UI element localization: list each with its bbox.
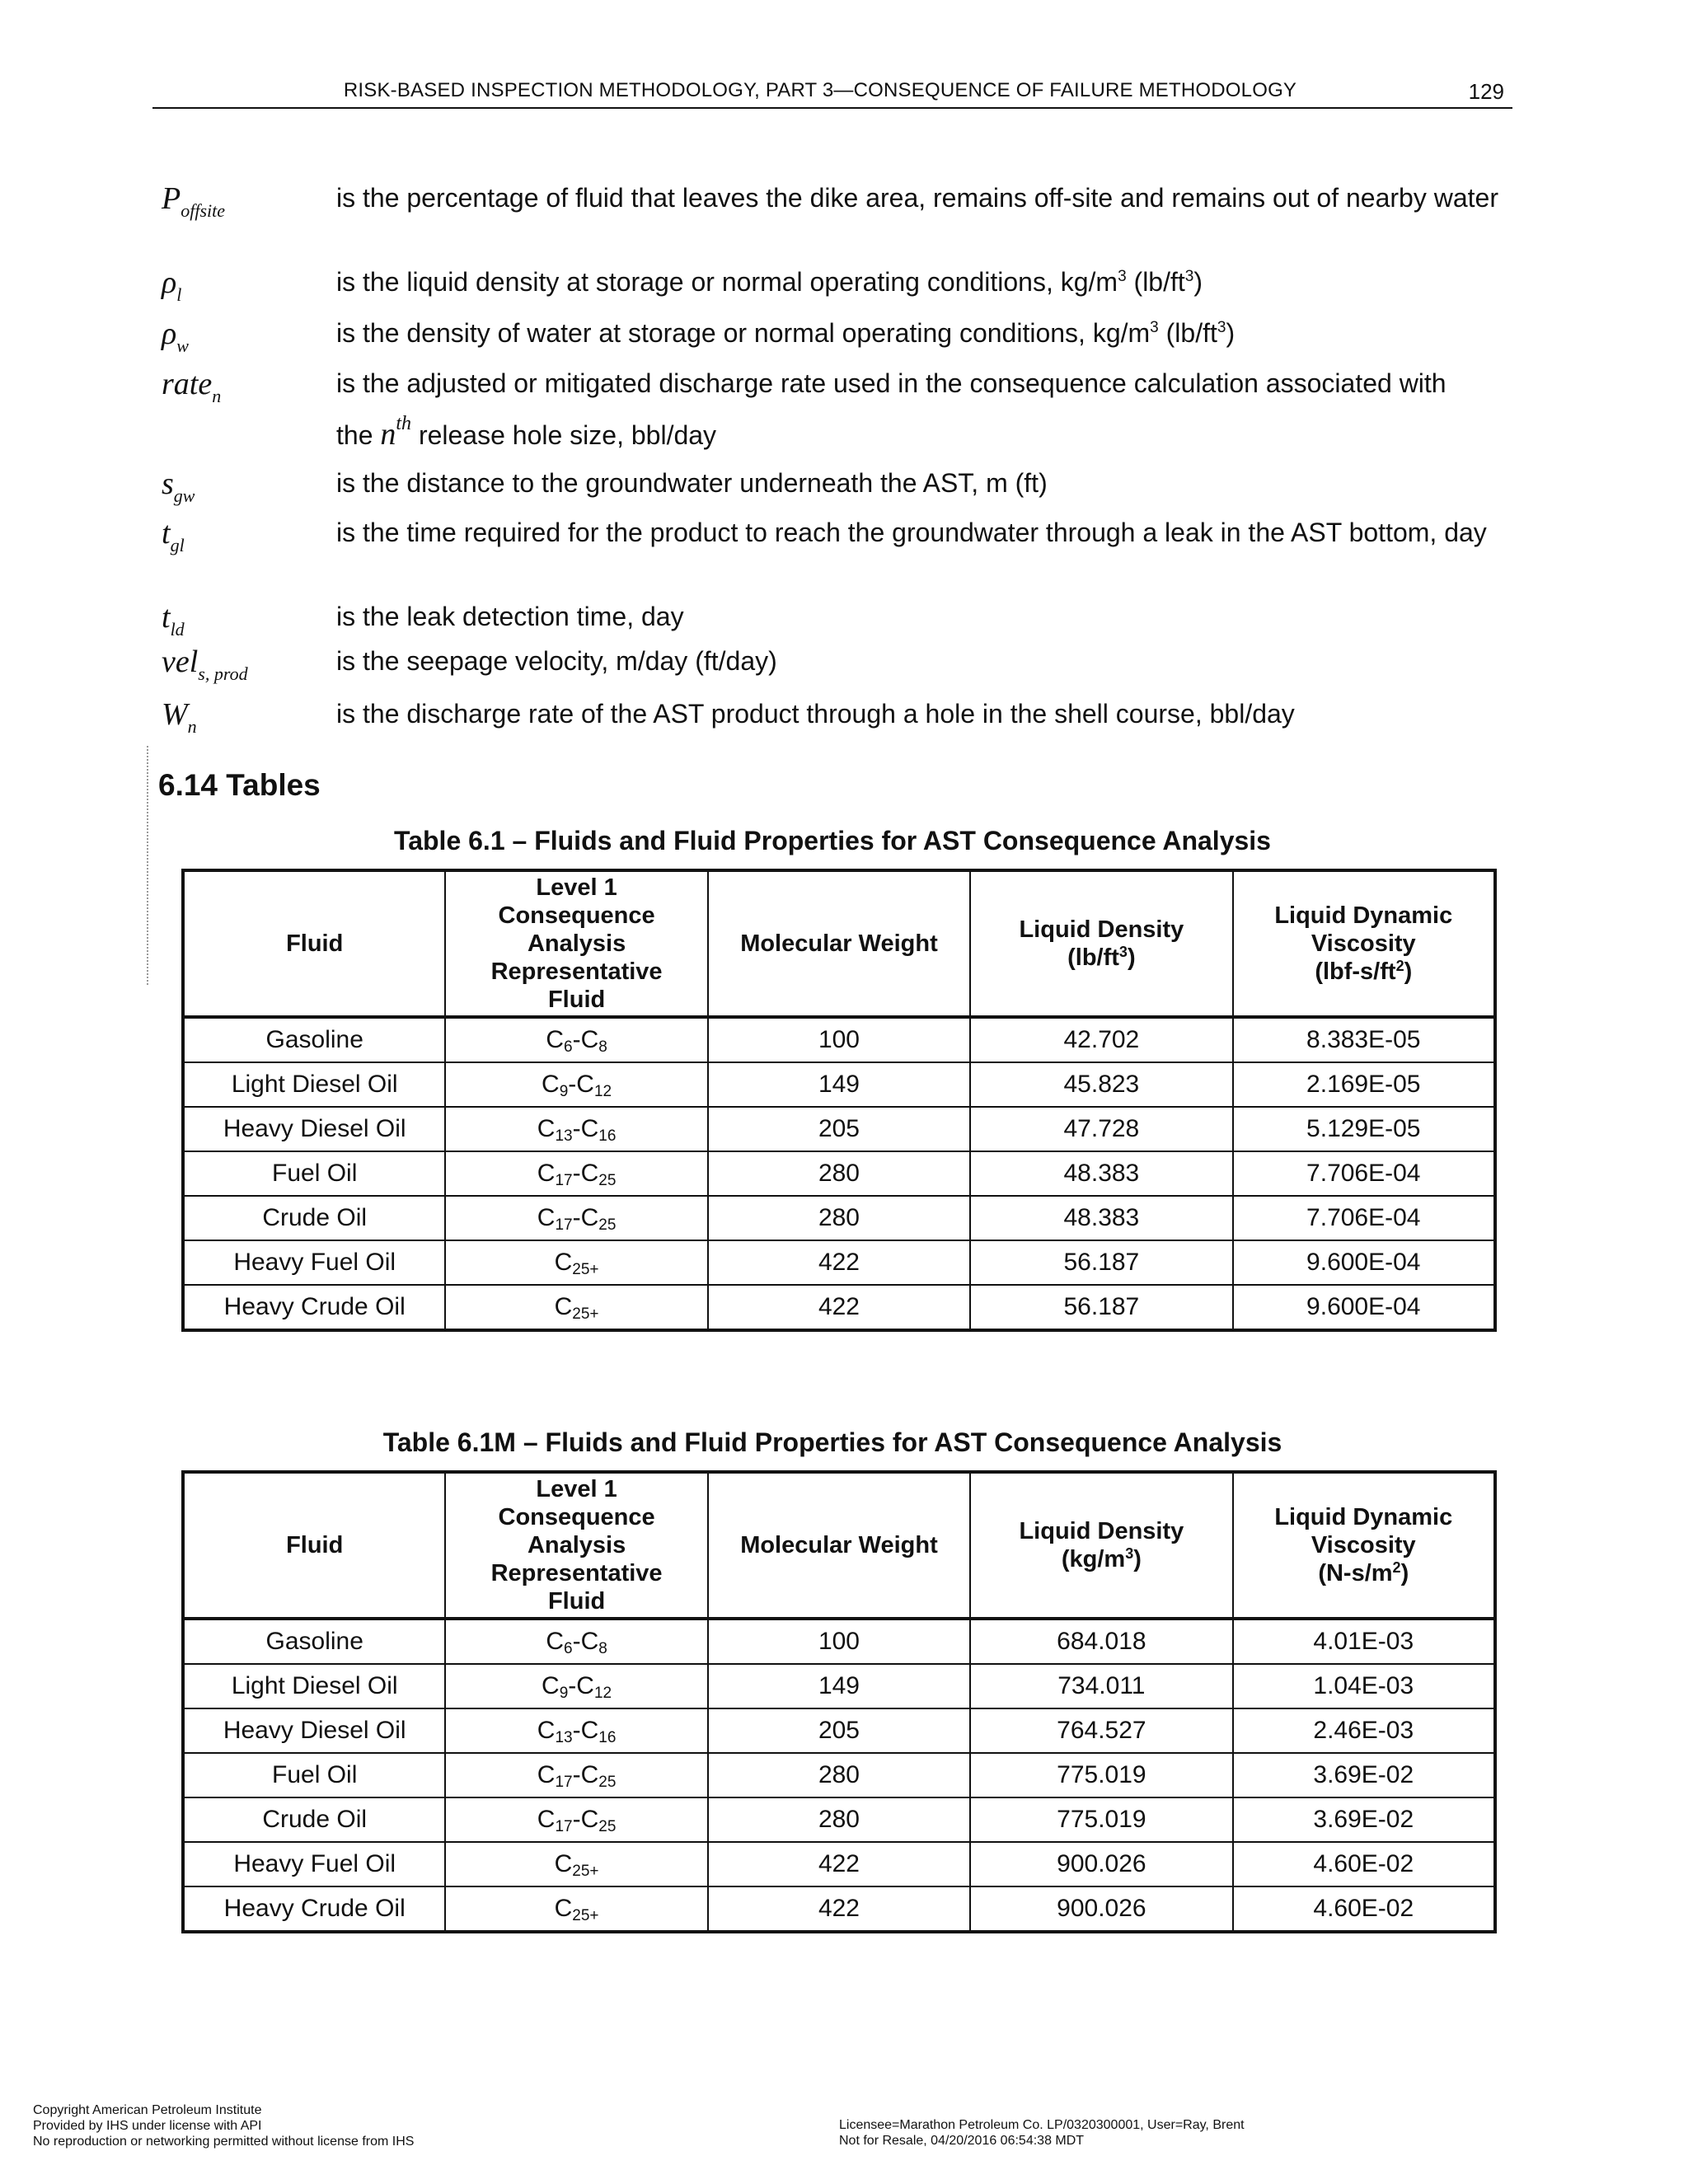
- cell-representative-fluid: $C_{13}-C_{16}$: [445, 1107, 707, 1151]
- cell-fluid: Heavy Crude Oil: [183, 1285, 445, 1330]
- cell-fluid: Heavy Fuel Oil: [183, 1240, 445, 1285]
- cell-liquid-density: 684.018: [970, 1619, 1232, 1664]
- definition-text: is the distance to the groundwater underneath the AST, m (ft): [336, 468, 1048, 498]
- footer-license: Licensee=Marathon Petroleum Co. LP/0320300001, User=Ray, Brent Not for Resale, 04/20/2016 06:54:38 MDT: [839, 2118, 1245, 2148]
- cell-fluid: Gasoline: [183, 1619, 445, 1664]
- definition-text: is the percentage of fluid that leaves the dike area, remains off-site and remains out of nearby water: [336, 183, 1498, 213]
- table-row: [183, 1017, 1495, 1062]
- cell-molecular-weight: 100: [708, 1017, 970, 1062]
- cell-representative-fluid: $C_6-C_8$: [445, 1619, 707, 1664]
- table-row: [183, 1797, 1495, 1842]
- running-title: RISK-BASED INSPECTION METHODOLOGY, PART 3—CONSEQUENCE OF FAILURE METHODOLOGY: [343, 79, 1297, 101]
- table-row: [183, 1062, 1495, 1107]
- cell-liquid-density: 900.026: [970, 1842, 1232, 1886]
- cell-liquid-density: 764.527: [970, 1708, 1232, 1753]
- cell-fluid: Heavy Diesel Oil: [183, 1107, 445, 1151]
- cell-viscosity: 1.04E-03: [1233, 1664, 1495, 1708]
- symbol: $\rho_l$: [162, 265, 182, 305]
- definition-text: is the seepage velocity, m/day (ft/day): [336, 646, 777, 676]
- cell-representative-fluid: $C_{25+}$: [445, 1240, 707, 1285]
- table-caption: Table 6.1M – Fluids and Fluid Properties for AST Consequence Analysis: [382, 1427, 1282, 1457]
- cell-liquid-density: 56.187: [970, 1285, 1232, 1330]
- cell-fluid: Light Diesel Oil: [183, 1062, 445, 1107]
- fluid-properties-table-us: [181, 869, 1497, 1332]
- column-header-liquid-density: Liquid Density $(kg/m^3)$: [970, 1472, 1232, 1619]
- cell-fluid: Crude Oil: [183, 1797, 445, 1842]
- cell-representative-fluid: $C_6-C_8$: [445, 1017, 707, 1062]
- table-caption: Table 6.1 – Fluids and Fluid Properties for AST Consequence Analysis: [394, 826, 1271, 855]
- page-number: 129: [1468, 79, 1504, 104]
- cell-liquid-density: 42.702: [970, 1017, 1232, 1062]
- cell-molecular-weight: 149: [708, 1062, 970, 1107]
- cell-molecular-weight: 280: [708, 1753, 970, 1797]
- column-header-molecular-weight: Molecular Weight: [708, 870, 970, 1017]
- definition-text: is the density of water at storage or normal operating conditions, $kg/m^3$ $(lb/ft^3)$: [336, 318, 1236, 348]
- definition-text: is the leak detection time, day: [336, 602, 684, 631]
- cell-viscosity: 5.129E-05: [1233, 1107, 1495, 1151]
- cell-viscosity: 4.01E-03: [1233, 1619, 1495, 1664]
- cell-molecular-weight: 422: [708, 1285, 970, 1330]
- cell-molecular-weight: 280: [708, 1797, 970, 1842]
- cell-representative-fluid: $C_{17}-C_{25}$: [445, 1753, 707, 1797]
- margin-dotted-rule: [147, 746, 148, 985]
- cell-viscosity: 4.60E-02: [1233, 1886, 1495, 1932]
- column-header-representative-fluid: Level 1 Consequence Analysis Representative Fluid: [445, 1472, 707, 1619]
- cell-molecular-weight: 422: [708, 1842, 970, 1886]
- cell-fluid: Heavy Fuel Oil: [183, 1842, 445, 1886]
- column-header-viscosity: Liquid Dynamic Viscosity $(lbf-s/ft^2)$: [1233, 870, 1495, 1017]
- cell-liquid-density: 45.823: [970, 1062, 1232, 1107]
- cell-representative-fluid: $C_{17}-C_{25}$: [445, 1797, 707, 1842]
- cell-fluid: Crude Oil: [183, 1196, 445, 1240]
- cell-fluid: Heavy Diesel Oil: [183, 1708, 445, 1753]
- table-row: [183, 1107, 1495, 1151]
- cell-representative-fluid: $C_{25+}$: [445, 1842, 707, 1886]
- cell-molecular-weight: 280: [708, 1196, 970, 1240]
- cell-molecular-weight: 422: [708, 1886, 970, 1932]
- cell-viscosity: 7.706E-04: [1233, 1196, 1495, 1240]
- cell-viscosity: 8.383E-05: [1233, 1017, 1495, 1062]
- table-header-row: [183, 1472, 1495, 1619]
- table-row: [183, 1151, 1495, 1196]
- table-row: [183, 1886, 1495, 1932]
- column-header-representative-fluid: Level 1 Consequence Analysis Representative Fluid: [445, 870, 707, 1017]
- cell-liquid-density: 775.019: [970, 1797, 1232, 1842]
- column-header-fluid: Fluid: [183, 1472, 445, 1619]
- cell-fluid: Fuel Oil: [183, 1151, 445, 1196]
- symbol: vel$_{s, prod}$: [162, 644, 248, 684]
- cell-molecular-weight: 205: [708, 1708, 970, 1753]
- symbol: $s_{gw}$: [162, 466, 195, 506]
- column-header-fluid: Fluid: [183, 870, 445, 1017]
- cell-viscosity: 7.706E-04: [1233, 1151, 1495, 1196]
- cell-viscosity: 4.60E-02: [1233, 1842, 1495, 1886]
- symbol: $t_{gl}$: [162, 516, 185, 555]
- cell-molecular-weight: 280: [708, 1151, 970, 1196]
- cell-viscosity: 2.169E-05: [1233, 1062, 1495, 1107]
- fluid-properties-table-si: [181, 1470, 1497, 1933]
- definition-text: is the liquid density at storage or normal operating conditions, $kg/m^3$ $(lb/ft^3)$: [336, 267, 1203, 297]
- cell-representative-fluid: $C_{17}-C_{25}$: [445, 1151, 707, 1196]
- definition-text: is the adjusted or mitigated discharge rate used in the consequence calculation associated with the $n^{th}$ release hole size, bbl/day: [336, 368, 1447, 452]
- cell-fluid: Light Diesel Oil: [183, 1664, 445, 1708]
- table-row: [183, 1240, 1495, 1285]
- symbol: $\rho_w$: [162, 316, 189, 356]
- cell-fluid: Fuel Oil: [183, 1753, 445, 1797]
- cell-fluid: Gasoline: [183, 1017, 445, 1062]
- table-row: [183, 1664, 1495, 1708]
- cell-liquid-density: 775.019: [970, 1753, 1232, 1797]
- cell-viscosity: 9.600E-04: [1233, 1240, 1495, 1285]
- cell-liquid-density: 56.187: [970, 1240, 1232, 1285]
- cell-representative-fluid: $C_9-C_{12}$: [445, 1664, 707, 1708]
- column-header-molecular-weight: Molecular Weight: [708, 1472, 970, 1619]
- cell-liquid-density: 48.383: [970, 1196, 1232, 1240]
- symbol: $P_{offsite}$: [162, 181, 225, 221]
- cell-representative-fluid: $C_{25+}$: [445, 1886, 707, 1932]
- cell-liquid-density: 48.383: [970, 1151, 1232, 1196]
- cell-molecular-weight: 149: [708, 1664, 970, 1708]
- cell-representative-fluid: $C_9-C_{12}$: [445, 1062, 707, 1107]
- section-heading: 6.14 Tables: [158, 768, 321, 802]
- cell-representative-fluid: $C_{13}-C_{16}$: [445, 1708, 707, 1753]
- definition-text: is the discharge rate of the AST product through a hole in the shell course, bbl/day: [336, 699, 1295, 729]
- footer-copyright: Copyright American Petroleum Institute Provided by IHS under license with API No reproduction or networking permitted without license from IHS: [33, 2103, 415, 2149]
- cell-fluid: Heavy Crude Oil: [183, 1886, 445, 1932]
- column-header-viscosity: Liquid Dynamic Viscosity $(N-s/m^2)$: [1233, 1472, 1495, 1619]
- column-header-liquid-density: Liquid Density $(lb/ft^3)$: [970, 870, 1232, 1017]
- cell-representative-fluid: $C_{25+}$: [445, 1285, 707, 1330]
- cell-liquid-density: 734.011: [970, 1664, 1232, 1708]
- cell-representative-fluid: $C_{17}-C_{25}$: [445, 1196, 707, 1240]
- symbol: rate$_n$: [162, 367, 222, 406]
- table-row: [183, 1708, 1495, 1753]
- cell-molecular-weight: 205: [708, 1107, 970, 1151]
- cell-viscosity: 3.69E-02: [1233, 1797, 1495, 1842]
- cell-molecular-weight: 100: [708, 1619, 970, 1664]
- table-row: [183, 1196, 1495, 1240]
- table-row: [183, 1842, 1495, 1886]
- cell-liquid-density: 47.728: [970, 1107, 1232, 1151]
- cell-viscosity: 2.46E-03: [1233, 1708, 1495, 1753]
- table-header-row: [183, 870, 1495, 1017]
- cell-liquid-density: 900.026: [970, 1886, 1232, 1932]
- table-row: [183, 1285, 1495, 1330]
- cell-molecular-weight: 422: [708, 1240, 970, 1285]
- symbol: $t_{ld}$: [162, 600, 185, 640]
- table-row: [183, 1753, 1495, 1797]
- symbol: $W_n$: [162, 697, 197, 737]
- page-header: [152, 77, 1512, 109]
- table-row: [183, 1619, 1495, 1664]
- cell-viscosity: 9.600E-04: [1233, 1285, 1495, 1330]
- cell-viscosity: 3.69E-02: [1233, 1753, 1495, 1797]
- definition-text: is the time required for the product to reach the groundwater through a leak in the AST bottom, day: [336, 518, 1487, 547]
